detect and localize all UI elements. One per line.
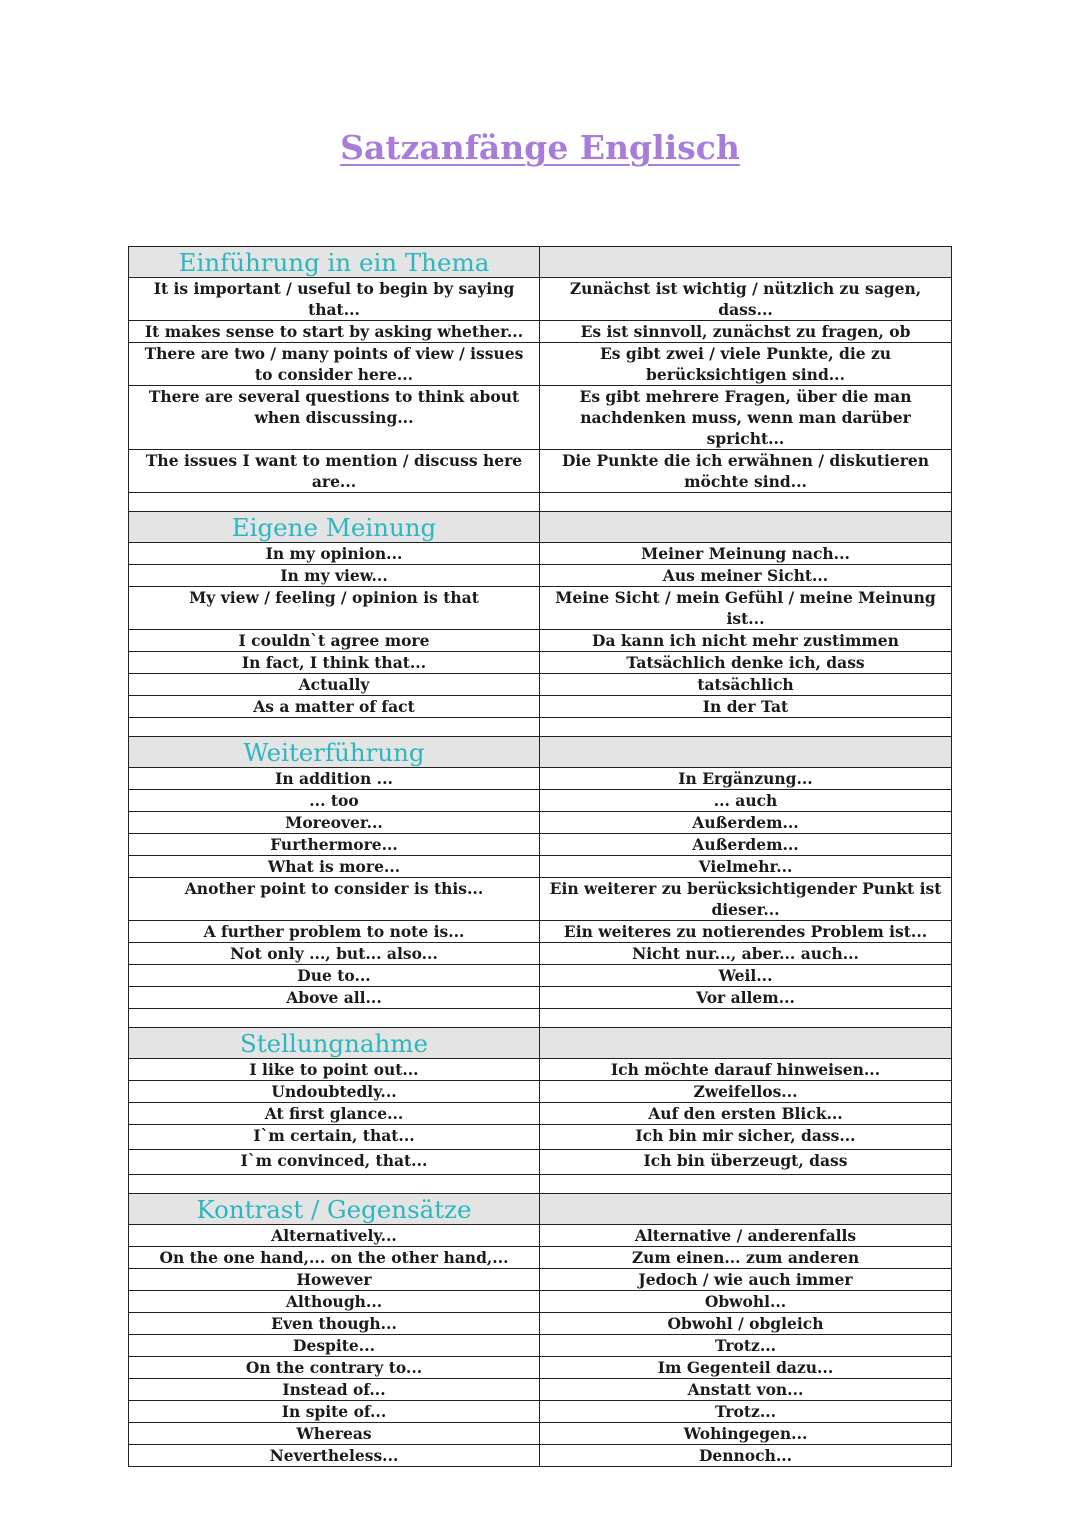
english-phrase: In my view... bbox=[129, 565, 540, 587]
english-phrase: Moreover... bbox=[129, 812, 540, 834]
english-phrase: Despite... bbox=[129, 1335, 540, 1357]
english-phrase: Even though... bbox=[129, 1313, 540, 1335]
english-phrase: The issues I want to mention / discuss here are... bbox=[129, 450, 540, 493]
section-heading-empty bbox=[540, 1028, 952, 1059]
table-row bbox=[129, 1150, 952, 1175]
german-translation: Anstatt von... bbox=[540, 1379, 952, 1401]
english-phrase: However bbox=[129, 1269, 540, 1291]
table-row bbox=[129, 878, 952, 921]
table-row bbox=[129, 943, 952, 965]
table-row bbox=[129, 921, 952, 943]
german-translation: Trotz... bbox=[540, 1401, 952, 1423]
english-phrase: It is important / useful to begin by saying that... bbox=[129, 278, 540, 321]
table-row bbox=[129, 674, 952, 696]
english-phrase: There are two / many points of view / issues to consider here... bbox=[129, 343, 540, 386]
german-translation: Trotz... bbox=[540, 1335, 952, 1357]
german-translation: Außerdem... bbox=[540, 834, 952, 856]
german-translation: ... auch bbox=[540, 790, 952, 812]
german-translation: Vielmehr... bbox=[540, 856, 952, 878]
table-row bbox=[129, 1423, 952, 1445]
spacer-row bbox=[129, 493, 952, 512]
english-phrase: Undoubtedly... bbox=[129, 1081, 540, 1103]
page-title: Satzanfänge Englisch bbox=[340, 128, 740, 167]
english-phrase: On the contrary to... bbox=[129, 1357, 540, 1379]
german-translation: Außerdem... bbox=[540, 812, 952, 834]
english-phrase: As a matter of fact bbox=[129, 696, 540, 718]
table-row bbox=[129, 1291, 952, 1313]
english-phrase: I`m convinced, that... bbox=[129, 1150, 540, 1175]
german-translation: Zweifellos... bbox=[540, 1081, 952, 1103]
table-row bbox=[129, 278, 952, 321]
table-row bbox=[129, 790, 952, 812]
german-translation: Meiner Meinung nach... bbox=[540, 543, 952, 565]
english-phrase: Alternatively... bbox=[129, 1225, 540, 1247]
german-translation: Auf den ersten Blick... bbox=[540, 1103, 952, 1125]
german-translation: Im Gegenteil dazu... bbox=[540, 1357, 952, 1379]
english-phrase: I couldn`t agree more bbox=[129, 630, 540, 652]
german-translation: Vor allem... bbox=[540, 987, 952, 1009]
section-heading: Einführung in ein Thema bbox=[129, 247, 540, 278]
table-row bbox=[129, 834, 952, 856]
german-translation: Zum einen... zum anderen bbox=[540, 1247, 952, 1269]
table-row bbox=[129, 1335, 952, 1357]
english-phrase: Furthermore... bbox=[129, 834, 540, 856]
section-heading-empty bbox=[540, 737, 952, 768]
german-translation: Jedoch / wie auch immer bbox=[540, 1269, 952, 1291]
spacer-cell bbox=[540, 718, 952, 737]
spacer-cell bbox=[129, 493, 540, 512]
english-phrase: Above all... bbox=[129, 987, 540, 1009]
english-phrase: In my opinion... bbox=[129, 543, 540, 565]
spacer-row bbox=[129, 718, 952, 737]
english-phrase: Instead of... bbox=[129, 1379, 540, 1401]
english-phrase: There are several questions to think about when discussing... bbox=[129, 386, 540, 450]
table-row bbox=[129, 1269, 952, 1291]
german-translation: Es ist sinnvoll, zunächst zu fragen, ob bbox=[540, 321, 952, 343]
table-row bbox=[129, 587, 952, 630]
german-translation: tatsächlich bbox=[540, 674, 952, 696]
section-header-row bbox=[129, 1194, 952, 1225]
table-row bbox=[129, 987, 952, 1009]
spacer-cell bbox=[129, 1175, 540, 1194]
table-row bbox=[129, 321, 952, 343]
german-translation: Ich möchte darauf hinweisen... bbox=[540, 1059, 952, 1081]
english-phrase: Due to... bbox=[129, 965, 540, 987]
german-translation: Wohingegen... bbox=[540, 1423, 952, 1445]
table-row bbox=[129, 1313, 952, 1335]
german-translation: In Ergänzung... bbox=[540, 768, 952, 790]
german-translation: Meine Sicht / mein Gefühl / meine Meinung ist... bbox=[540, 587, 952, 630]
german-translation: Obwohl / obgleich bbox=[540, 1313, 952, 1335]
table-row bbox=[129, 1247, 952, 1269]
english-phrase: What is more... bbox=[129, 856, 540, 878]
spacer-cell bbox=[540, 493, 952, 512]
table-row bbox=[129, 812, 952, 834]
english-phrase: I like to point out... bbox=[129, 1059, 540, 1081]
section-heading-empty bbox=[540, 247, 952, 278]
table-row bbox=[129, 450, 952, 493]
german-translation: Da kann ich nicht mehr zustimmen bbox=[540, 630, 952, 652]
section-heading: Kontrast / Gegensätze bbox=[129, 1194, 540, 1225]
english-phrase: Whereas bbox=[129, 1423, 540, 1445]
section-header-row bbox=[129, 247, 952, 278]
spacer-cell bbox=[540, 1009, 952, 1028]
table-row bbox=[129, 768, 952, 790]
english-phrase: On the one hand,... on the other hand,... bbox=[129, 1247, 540, 1269]
spacer-cell bbox=[129, 1009, 540, 1028]
english-phrase: I`m certain, that... bbox=[129, 1125, 540, 1150]
english-phrase: Although... bbox=[129, 1291, 540, 1313]
german-translation: Es gibt mehrere Fragen, über die man nachdenken muss, wenn man darüber spricht... bbox=[540, 386, 952, 450]
table-row bbox=[129, 1445, 952, 1467]
german-translation: Ein weiterer zu berücksichtigender Punkt ist dieser... bbox=[540, 878, 952, 921]
german-translation: Weil... bbox=[540, 965, 952, 987]
english-phrase: A further problem to note is... bbox=[129, 921, 540, 943]
german-translation: Ich bin überzeugt, dass bbox=[540, 1150, 952, 1175]
table-row bbox=[129, 652, 952, 674]
table-row bbox=[129, 1125, 952, 1150]
english-phrase: Nevertheless... bbox=[129, 1445, 540, 1467]
german-translation: Zunächst ist wichtig / nützlich zu sagen, dass... bbox=[540, 278, 952, 321]
table-row bbox=[129, 343, 952, 386]
german-translation: Die Punkte die ich erwähnen / diskutieren möchte sind... bbox=[540, 450, 952, 493]
table-row bbox=[129, 856, 952, 878]
section-heading: Weiterführung bbox=[129, 737, 540, 768]
german-translation: Es gibt zwei / viele Punkte, die zu berücksichtigen sind... bbox=[540, 343, 952, 386]
spacer-row bbox=[129, 1175, 952, 1194]
german-translation: Alternative / anderenfalls bbox=[540, 1225, 952, 1247]
table-row bbox=[129, 1103, 952, 1125]
section-heading: Eigene Meinung bbox=[129, 512, 540, 543]
table-row bbox=[129, 630, 952, 652]
english-phrase: In addition ... bbox=[129, 768, 540, 790]
table-row bbox=[129, 1401, 952, 1423]
section-header-row bbox=[129, 512, 952, 543]
spacer-cell bbox=[540, 1175, 952, 1194]
german-translation: In der Tat bbox=[540, 696, 952, 718]
section-heading: Stellungnahme bbox=[129, 1028, 540, 1059]
german-translation: Tatsächlich denke ich, dass bbox=[540, 652, 952, 674]
phrase-table bbox=[128, 246, 952, 1467]
german-translation: Aus meiner Sicht... bbox=[540, 565, 952, 587]
table-row bbox=[129, 1081, 952, 1103]
german-translation: Ein weiteres zu notierendes Problem ist... bbox=[540, 921, 952, 943]
table-row bbox=[129, 1225, 952, 1247]
spacer-cell bbox=[129, 718, 540, 737]
english-phrase: In spite of... bbox=[129, 1401, 540, 1423]
table-row bbox=[129, 565, 952, 587]
english-phrase: ... too bbox=[129, 790, 540, 812]
english-phrase: In fact, I think that... bbox=[129, 652, 540, 674]
english-phrase: At first glance... bbox=[129, 1103, 540, 1125]
english-phrase: My view / feeling / opinion is that bbox=[129, 587, 540, 630]
table-row bbox=[129, 965, 952, 987]
table-row bbox=[129, 1379, 952, 1401]
german-translation: Ich bin mir sicher, dass... bbox=[540, 1125, 952, 1150]
section-heading-empty bbox=[540, 512, 952, 543]
english-phrase: Another point to consider is this... bbox=[129, 878, 540, 921]
table-row bbox=[129, 1357, 952, 1379]
german-translation: Nicht nur..., aber... auch... bbox=[540, 943, 952, 965]
section-header-row bbox=[129, 737, 952, 768]
table-row bbox=[129, 543, 952, 565]
table-row bbox=[129, 1059, 952, 1081]
german-translation: Obwohl... bbox=[540, 1291, 952, 1313]
english-phrase: It makes sense to start by asking whether... bbox=[129, 321, 540, 343]
german-translation: Dennoch... bbox=[540, 1445, 952, 1467]
section-header-row bbox=[129, 1028, 952, 1059]
table-row bbox=[129, 696, 952, 718]
english-phrase: Actually bbox=[129, 674, 540, 696]
table-row bbox=[129, 386, 952, 450]
spacer-row bbox=[129, 1009, 952, 1028]
english-phrase: Not only ..., but... also... bbox=[129, 943, 540, 965]
section-heading-empty bbox=[540, 1194, 952, 1225]
